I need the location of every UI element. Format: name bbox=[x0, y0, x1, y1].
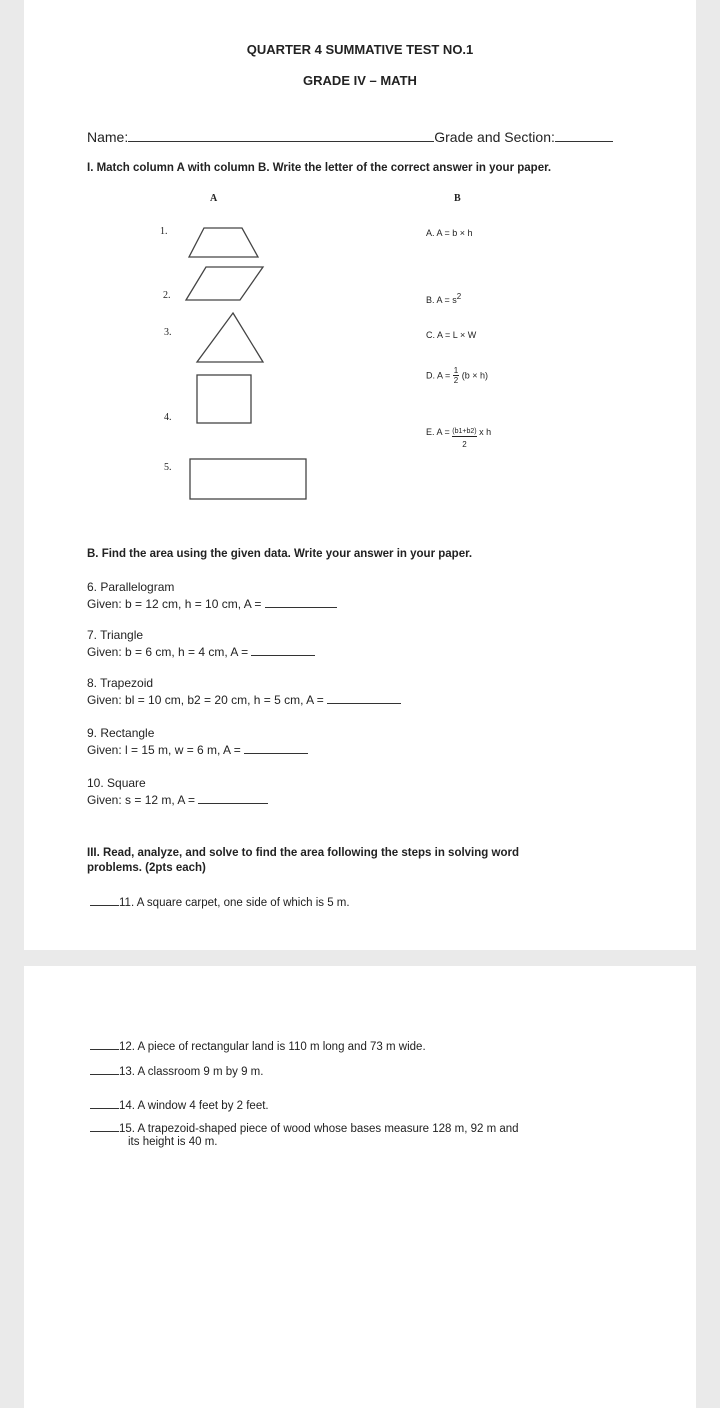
item-number-4: 4. bbox=[164, 412, 172, 423]
question-7-title: 7. Triangle bbox=[87, 628, 144, 642]
formula-e-denominator: 2 bbox=[462, 440, 467, 449]
answer-blank bbox=[90, 1063, 119, 1075]
column-b-header: B bbox=[454, 193, 461, 204]
answer-blank bbox=[90, 894, 119, 906]
formula-b-exponent: 2 bbox=[456, 292, 462, 301]
question-9-title: 9. Rectangle bbox=[87, 726, 155, 740]
item-number-2: 2. bbox=[163, 290, 171, 301]
answer-blank bbox=[251, 643, 315, 656]
answer-blank bbox=[90, 1120, 119, 1132]
name-blank bbox=[128, 129, 434, 142]
item-number-5: 5. bbox=[164, 462, 172, 473]
formula-d-suffix: (b × h) bbox=[459, 370, 488, 381]
square-icon bbox=[194, 372, 254, 427]
answer-blank bbox=[265, 595, 337, 608]
question-10-title: 10. Square bbox=[87, 776, 146, 790]
part2-instruction: B. Find the area using the given data. Write your answer in your paper. bbox=[87, 548, 473, 560]
question-15-text-continued: its height is 40 m. bbox=[128, 1136, 218, 1148]
question-15 bbox=[90, 1120, 519, 1149]
question-9-given: Given: l = 15 m, w = 6 m, A = bbox=[87, 743, 245, 757]
formula-d-numerator: 1 bbox=[453, 366, 459, 375]
item-number-1: 1. bbox=[160, 226, 168, 237]
question-12-text: 12. A piece of rectangular land is 110 m long and 73 m wide. bbox=[119, 1041, 426, 1053]
rectangle-icon bbox=[187, 456, 312, 501]
answer-blank bbox=[90, 1097, 119, 1109]
formula-a: A. A = b × h bbox=[426, 228, 473, 238]
part3-instruction-line1: III. Read, analyze, and solve to find the area following the steps in solving word bbox=[87, 847, 519, 859]
formula-e-suffix: x h bbox=[476, 427, 492, 437]
formula-b-text: B. A = s bbox=[426, 295, 457, 305]
question-13-text: 13. A classroom 9 m by 9 m. bbox=[119, 1066, 264, 1078]
question-8-title: 8. Trapezoid bbox=[87, 676, 154, 690]
parallelogram-icon bbox=[184, 264, 284, 304]
question-11 bbox=[90, 894, 350, 910]
formula-d bbox=[426, 366, 488, 385]
question-12 bbox=[90, 1038, 426, 1054]
formula-b bbox=[426, 292, 461, 305]
question-8-given: Given: bl = 10 cm, b2 = 20 cm, h = 5 cm, A = bbox=[87, 693, 328, 707]
column-a-header: A bbox=[210, 193, 218, 204]
answer-blank bbox=[198, 791, 268, 804]
item-number-3: 3. bbox=[164, 327, 172, 338]
grade-section-blank bbox=[555, 129, 613, 142]
question-8 bbox=[87, 676, 401, 708]
question-10 bbox=[87, 776, 268, 808]
question-14-text: 14. A window 4 feet by 2 feet. bbox=[119, 1100, 269, 1112]
test-subtitle: GRADE IV – MATH bbox=[303, 73, 417, 88]
question-7 bbox=[87, 628, 315, 660]
triangle-icon bbox=[190, 310, 270, 365]
question-6-given: Given: b = 12 cm, h = 10 cm, A = bbox=[87, 597, 265, 611]
formula-e-fraction bbox=[452, 427, 476, 449]
formula-e-prefix: E. A = bbox=[426, 427, 453, 437]
test-title: QUARTER 4 SUMMATIVE TEST NO.1 bbox=[246, 42, 474, 57]
answer-blank bbox=[90, 1038, 119, 1050]
question-14 bbox=[90, 1097, 269, 1113]
name-label: Name: bbox=[87, 129, 129, 145]
trapezoid-icon bbox=[184, 225, 284, 265]
part3-instruction-line2: problems. (2pts each) bbox=[87, 862, 206, 874]
question-13 bbox=[90, 1063, 263, 1079]
formula-d-prefix: D. A = bbox=[426, 370, 453, 381]
answer-blank bbox=[244, 741, 308, 754]
page-2 bbox=[24, 966, 696, 1408]
formula-e bbox=[426, 427, 491, 449]
question-6 bbox=[87, 580, 337, 612]
question-6-title: 6. Parallelogram bbox=[87, 580, 175, 594]
question-9 bbox=[87, 726, 308, 758]
page-1 bbox=[24, 0, 696, 950]
formula-d-denominator: 2 bbox=[453, 376, 459, 385]
formula-c: C. A = L × W bbox=[426, 330, 477, 340]
grade-section-label: Grade and Section: bbox=[434, 129, 555, 145]
name-field bbox=[87, 129, 613, 145]
answer-blank bbox=[327, 691, 401, 704]
part3-instruction bbox=[87, 846, 519, 876]
question-15-text: 15. A trapezoid-shaped piece of wood whose bases measure 128 m, 92 m and bbox=[119, 1123, 519, 1135]
question-10-given: Given: s = 12 m, A = bbox=[87, 793, 199, 807]
formula-e-numerator: (b1+b2) bbox=[452, 428, 477, 435]
part1-instruction: I. Match column A with column B. Write the letter of the correct answer in your paper. bbox=[87, 162, 552, 174]
question-7-given: Given: b = 6 cm, h = 4 cm, A = bbox=[87, 645, 252, 659]
question-11-text: 11. A square carpet, one side of which is 5 m. bbox=[119, 897, 350, 909]
